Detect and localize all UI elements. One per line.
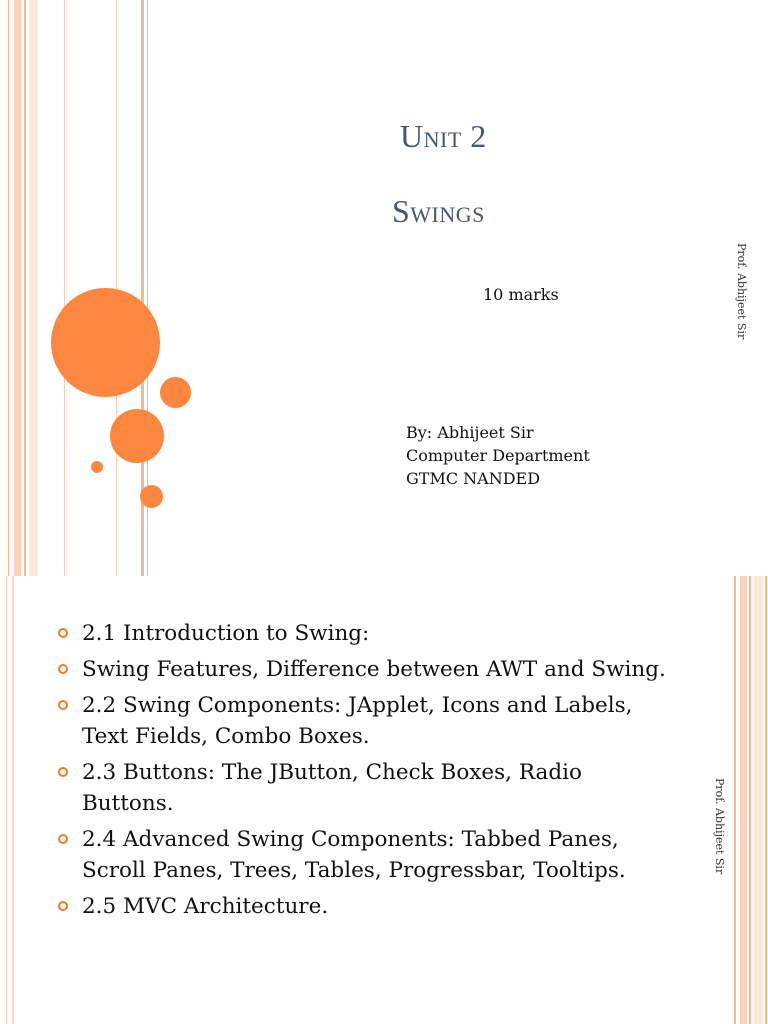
decor-circle-medium: [110, 409, 164, 463]
list-item: 2.2 Swing Components: JApplet, Icons and Labels, Text Fields, Combo Boxes.: [58, 690, 678, 752]
author-line: By: Abhijeet Sir: [406, 423, 534, 442]
stripe-line: [24, 0, 26, 576]
bullet-circle-icon: [58, 901, 68, 911]
slide-title: Unit 2: [400, 118, 487, 154]
list-item: 2.3 Buttons: The JButton, Check Boxes, Radio Buttons.: [58, 757, 678, 819]
stripe-line: [6, 576, 7, 1024]
bullet-circle-icon: [58, 664, 68, 674]
decor-circle-small: [160, 377, 191, 408]
stripe-line: [765, 576, 767, 1024]
decor-circle-large: [51, 288, 160, 397]
stripe-line: [734, 576, 736, 1024]
bullet-circle-icon: [58, 767, 68, 777]
stripe-line: [116, 0, 117, 576]
decor-circle-small: [140, 485, 163, 508]
stripe-band: [740, 576, 747, 1024]
stripe-line: [8, 0, 9, 576]
author-block: [406, 421, 590, 490]
college-line: GTMC NANDED: [406, 469, 541, 488]
department-line: Computer Department: [406, 446, 590, 465]
list-item: Swing Features, Difference between AWT and Swing.: [58, 654, 678, 685]
topic-list: [58, 618, 678, 927]
content-slide: [0, 576, 768, 1024]
marks-label: 10 marks: [483, 285, 559, 304]
list-item: 2.1 Introduction to Swing:: [58, 618, 678, 649]
bullet-circle-icon: [58, 700, 68, 710]
stripe-line: [12, 576, 14, 1024]
stripe-line: [749, 576, 751, 1024]
list-item: 2.5 MVC Architecture.: [58, 891, 678, 922]
stripe-line: [64, 0, 65, 576]
decor-circle-tiny: [91, 461, 103, 473]
bullet-circle-icon: [58, 834, 68, 844]
slide-subtitle: Swings: [392, 193, 485, 229]
list-item: 2.4 Advanced Swing Components: Tabbed Panes, Scroll Panes, Trees, Tables, Progressbar, Tooltips.: [58, 824, 678, 886]
stripe-band: [14, 0, 21, 576]
stripe-band: [754, 576, 763, 1024]
footer-vertical-text: Prof. Abhijeet Sir: [713, 778, 726, 875]
footer-vertical-text: Prof. Abhijeet Sir: [735, 243, 748, 340]
bullet-circle-icon: [58, 628, 68, 638]
stripe-band: [29, 0, 38, 576]
